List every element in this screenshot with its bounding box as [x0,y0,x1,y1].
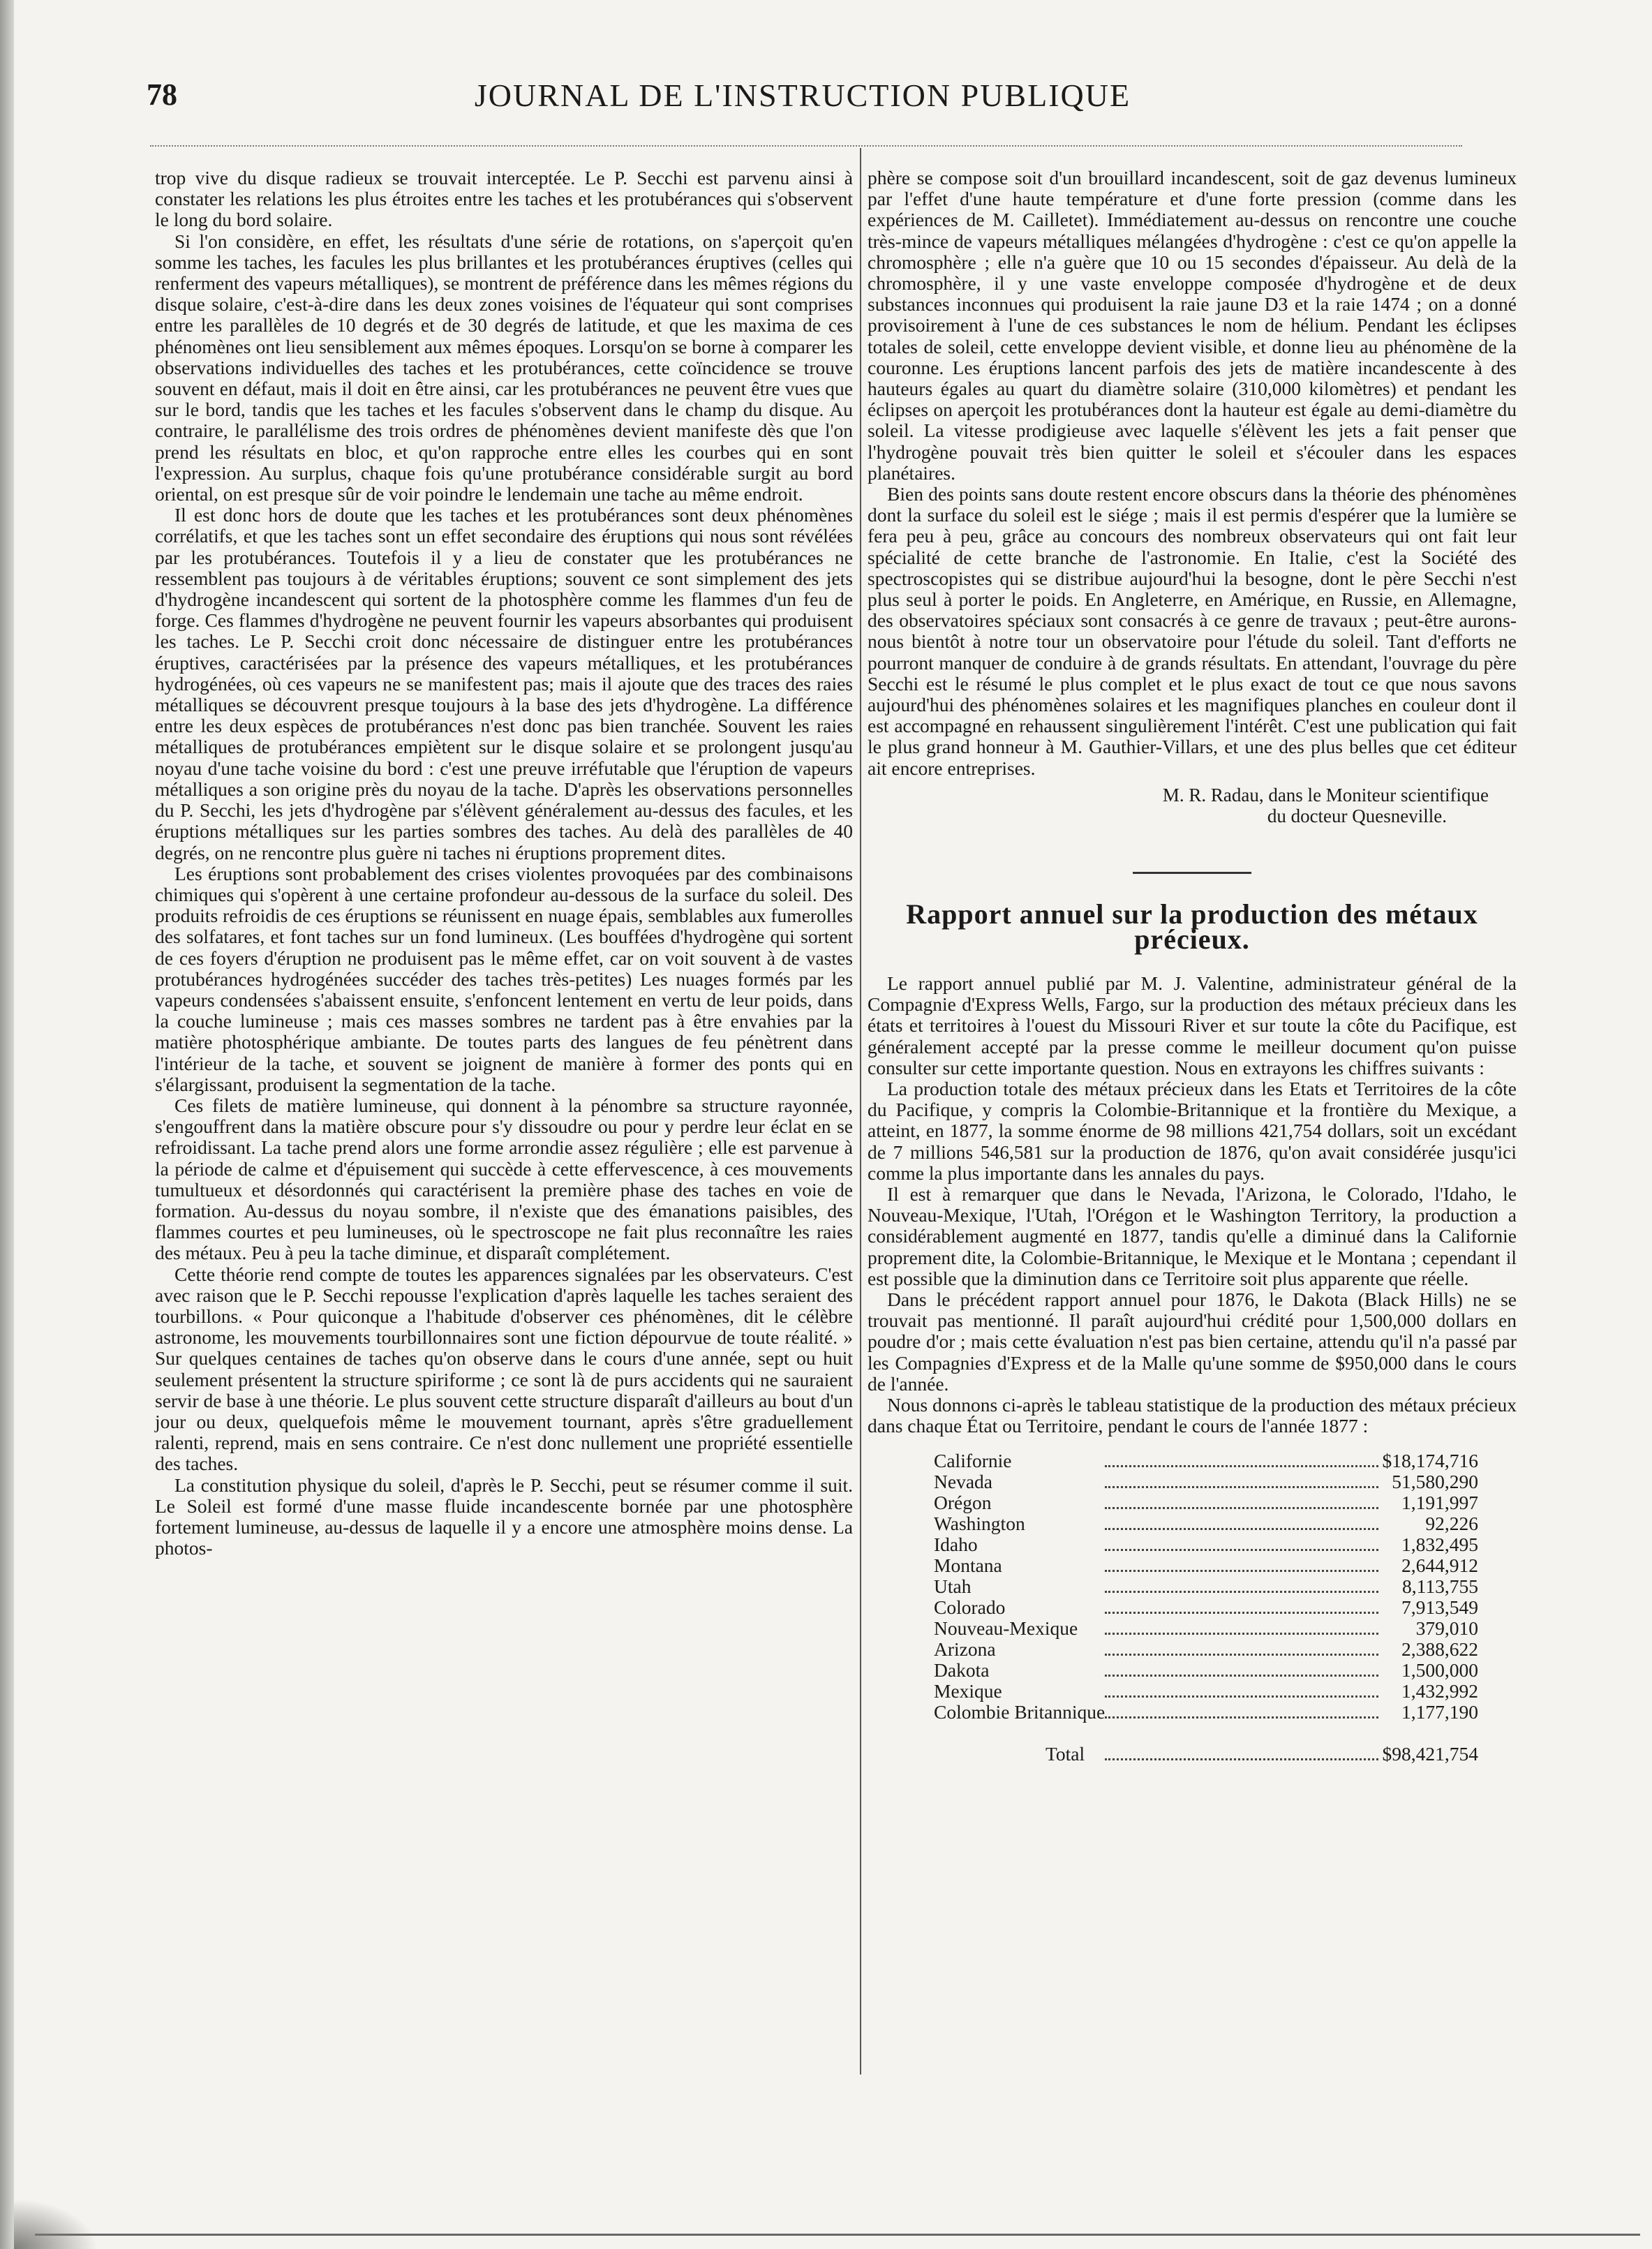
table-row [934,1597,1478,1618]
table-leader-dots [1105,1723,1378,1765]
left-paragraph: La constitution physique du soleil, d'après le P. Secchi, peut se résumer comme il suit. Le Soleil est formé d'une masse fluide incandescente bornée par une photosphère fortement lumineuse, au-dessus de laquelle il y a encore une atmosphère moins dense. La photos- [155,1474,853,1559]
header-rule [150,145,1462,147]
table-leader-dots [1105,1555,1378,1576]
table-cell-amount: $18,174,716 [1382,1450,1478,1472]
table-cell-region: Colorado [934,1596,1006,1619]
table-row [934,1576,1478,1597]
table-row [934,1702,1478,1723]
table-row [934,1471,1478,1492]
table-cell-region: Utah [934,1575,972,1598]
left-paragraph: Les éruptions sont probablement des crises violentes provoquées par des combinaisons chimiques qui s'opèrent à une certaine profondeur au-dessous de la surface du soleil. Des produits refroidis de ces éruptions se réunissent en nuage épais, semblables aux fumerolles des solfatares, et font taches sur un fond lumineux. (Les bouffées d'hydrogène qui sortent de ces foyers d'éruption ne produisent pas le même effet, car on voit souvent à de vastes protubérances hydrogénées succéder des taches très-petites) Les nuages formés par les vapeurs condensées s'abaissent ensuite, s'enfoncent lentement en vertu de leur poids, dans la couche lumineuse ; mais ces masses sombres ne tardent pas à être envahies par la matière photosphérique ambiante. De toutes parts des langues de feu pénètrent dans l'intérieur de la tache, et souvent se joignent de manière à former des ponts qui en s'élargissant, produisent la segmentation de la tache. [155,862,853,1095]
table-cell-amount: 1,432,992 [1401,1680,1478,1702]
table-cell-region: Colombie Britannique [934,1701,1106,1723]
table-leader-dots [1105,1513,1378,1534]
right-paragraph: Bien des points sans doute restent encore obscurs dans la théorie des phénomènes dont la surface du soleil est le siége ; mais il est permis d'espérer que la lumière se fera peu à peu, grâce au concours des nombreux observateurs qui ont fait leur spécialité de cette branche de l'astronomie. En Italie, c'est la Société des spectroscopistes qui se distribue aujourd'hui la besogne, dont le père Secchi n'est plus seul à porter le poids. En Angleterre, en Amérique, en Russie, en Allemagne, des observatoires spéciaux sont consacrés à ce genre de travaux ; peut-être aurons-nous bientôt à notre tour un observatoire pour l'étude du soleil. Tant d'efforts ne pourront manquer de conduire à de grands résultats. En attendant, l'ouvrage du père Secchi est le résumé le plus complet et le plus exact de tout ce que nous savons aujourd'hui des phénomènes solaires et les magnifiques planches en couleur dont il est accompagné en rehaussent singulièrement l'intérêt. C'est une publication qui fait le plus grand honneur à M. Gauthier-Villars, et une des plus belles que cet éditeur ait encore entreprises. [868,483,1517,779]
table-leader-dots [1105,1618,1378,1639]
signature-author: M. R. Radau, dans le Moniteur scientifique [1162,784,1489,806]
table-cell-region: Nouveau-Mexique [934,1617,1078,1640]
table-row [934,1534,1478,1555]
table-total-label: Total [1045,1743,1085,1765]
table-row [934,1492,1478,1513]
section-separator [1133,872,1251,874]
left-column [155,168,853,1559]
table-row [934,1513,1478,1534]
table-cell-amount: 1,832,495 [1401,1534,1478,1556]
table-cell-region: Mexique [934,1680,1002,1702]
table-row [934,1660,1478,1681]
table-cell-amount: 92,226 [1425,1513,1478,1535]
table-leader-dots [1105,1450,1378,1471]
table-cell-region: Arizona [934,1638,996,1661]
corner-smudge [14,2199,98,2249]
table-cell-region: Californie [934,1450,1012,1472]
table-cell-amount: 1,177,190 [1401,1701,1478,1723]
table-cell-amount: 51,580,290 [1392,1471,1478,1493]
table-cell-amount: 8,113,755 [1402,1575,1478,1598]
left-paragraph: Ces filets de matière lumineuse, qui donnent à la pénombre sa structure rayonnée, s'engouffrent dans la matière obscure pour s'y dissoudre ou pour y perdre leur éclat en se refroidissant. La tache prend alors une forme arrondie assez régulière ; elle est parvenue à la période de calme et d'épuisement qui succède à cette effervescence, à ces mouvements tumultueux et désordonnés qui caractérisent la première phase des taches en voie de formation. Au-dessus du noyau sombre, il n'existe que des émanations paisibles, des flammes courtes et peu lumineuses, où le spectroscope ne fait plus reconnaître les raies des métaux. Peu à peu la tache diminue, et disparaît complétement. [155,1094,853,1264]
journal-title: JOURNAL DE L'INSTRUCTION PUBLIQUE [474,77,1131,113]
table-leader-dots [1105,1681,1378,1702]
table-cell-amount: 1,191,997 [1401,1492,1478,1514]
table-cell-amount: 7,913,549 [1401,1596,1478,1619]
table-cell-amount: 2,644,912 [1401,1554,1478,1577]
left-paragraph: trop vive du disque radieux se trouvait interceptée. Le P. Secchi est parvenu ainsi à constater les relations les plus étroites entre les taches et les protubérances qui s'observent le long du bord solaire. [155,167,853,231]
page-number: 78 [147,77,177,112]
article-paragraph: Le rapport annuel publié par M. J. Valentine, administrateur général de la Compagnie d'Express Wells, Fargo, sur la production des métaux précieux dans les états et territoires à l'ouest du Missouri River et sur toute la côte du Pacifique, est généralement accepté par la presse comme le meilleur document qu'on puisse consulter sur cette importante question. Nous en extrayons les chiffres suivants : [868,972,1517,1078]
table-leader-dots [1105,1660,1378,1681]
article-paragraph: La production totale des métaux précieux dans les Etats et Territoires de la côte du Pacifique, y compris la Colombie-Britannique et la frontière du Mexique, a atteint, en 1877, la somme énorme de 98 millions 421,754 dollars, soit un excédant de 7 millions 546,581 sur la production de 1876, qu'on avait considérée jusqu'ici comme la plus importante dans les annales du pays. [868,1077,1517,1184]
right-paragraph: phère se compose soit d'un brouillard incandescent, soit de gaz devenus lumineux par l'effet d'une haute température et d'une forte pression (comme dans les expériences de M. Cailletet). Immédiatement au-dessus on rencontre une couche très-mince de vapeurs métalliques mélangées d'hydrogène : c'est ce qu'on appelle la chromosphère ; elle n'a guère que 10 ou 15 secondes d'épaisseur. Au delà de la chromosphère, il y une vaste enveloppe composée d'hydrogène et de deux substances inconnues qui produisent la raie jaune D3 et la raie 1474 ; on a donné provisoirement à l'une de ces substances le nom de hélium. Pendant les éclipses totales de soleil, cette enveloppe devient visible, et donne lieu au phénomène de la couronne. Les éruptions lancent parfois des jets de matière incandescente à des hauteurs égales au quart du diamètre solaire (310,000 kilomètres) et pendant les éclipses on aperçoit les protubérances dont la hauteur est égale au demi-diamètre du soleil. La vitesse prodigieuse avec laquelle s'élèvent les jets a fait penser que l'hydrogène pouvait très bien quitter le soleil et s'écouler dans les espaces planétaires. [868,167,1517,484]
table-cell-amount: 379,010 [1415,1617,1478,1640]
bottom-rule [35,2234,1640,2236]
table-leader-dots [1105,1471,1378,1492]
table-cell-region: Washington [934,1513,1025,1535]
table-leader-dots [1105,1639,1378,1660]
article-title: Rapport annuel sur la production des métaux précieux. [906,898,1478,955]
table-total-row [934,1723,1478,1765]
table-total-value: $98,421,754 [1382,1743,1478,1765]
table-cell-region: Nevada [934,1471,992,1493]
table-row [934,1618,1478,1639]
column-divider [860,148,861,2074]
article-paragraph: Nous donnons ci-après le tableau statistique de la production des métaux précieux dans chaque État ou Territoire, pendant le cours de l'année 1877 : [868,1393,1517,1437]
article-paragraph: Il est à remarquer que dans le Nevada, l'Arizona, le Colorado, l'Idaho, le Nouveau-Mexique, l'Utah, l'Orégon et le Washington Territory, la production a considérablement augmenté en 1877, tandis qu'elle a diminué dans la Californie proprement dite, la Colombie-Britannique, le Mexique et le Montana ; cependant il est possible que la diminution dans ce Territoire soit plus apparente que réelle. [868,1182,1517,1289]
table-row [934,1639,1478,1660]
table-cell-amount: 1,500,000 [1401,1659,1478,1682]
table-leader-dots [1105,1492,1378,1513]
table-cell-region: Idaho [934,1534,978,1556]
table-cell-amount: 2,388,622 [1401,1638,1478,1661]
article-paragraph: Dans le précédent rapport annuel pour 1876, le Dakota (Black Hills) ne se trouvait pas mentionné. Il paraît aujourd'hui crédité pour 1,500,000 dollars en poudre d'or ; mais cette évaluation n'est pas bien certaine, attendu qu'il n'a passé par les Compagnies d'Express et de la Malle qu'une somme de $950,000 dans le cours de l'année. [868,1288,1517,1395]
table-cell-region: Montana [934,1554,1002,1577]
page-header [147,77,1459,119]
table-cell-region: Dakota [934,1659,990,1682]
table-row [934,1681,1478,1702]
left-paragraph: Si l'on considère, en effet, les résultats d'une série de rotations, on s'aperçoit qu'en somme les taches, les facules les plus brillantes et les protubérances éruptives (celles qui renferment des vapeurs métalliques), se montrent de préférence dans les mêmes régions du disque solaire, c'est-à-dire dans les deux zones voisines de l'équateur qui sont comprises entre les parallèles de 10 degrés et de 30 degrés de latitude, et que les maxima de ces phénomènes ont lieu sensiblement aux mêmes époques. Lorsqu'on se borne à comparer les observations individuelles des taches et les protubérances, cette coïncidence se trouve souvent en défaut, mais il doit en être ainsi, car les protubérances ne peuvent être vues que sur le bord, tandis que les taches et les facules s'observent dans le champ du disque. Au contraire, le parallélisme des trois ordres de phénomènes devient manifeste dès que l'on prend les résultats en bloc, et qu'on rapproche entre elles les courbes qui en sont l'expression. Au surplus, chaque fois qu'une protubérance considérable surgit au bord oriental, on est presque sûr de voir poindre le lendemain une tache au même endroit. [155,230,853,505]
right-column [868,168,1517,1765]
production-table [934,1450,1478,1765]
table-leader-dots [1105,1597,1378,1618]
signature-source: du docteur Quesneville. [1267,805,1447,826]
binding-edge [0,0,14,2249]
table-row [934,1555,1478,1576]
left-paragraph: Cette théorie rend compte de toutes les apparences signalées par les observateurs. C'est avec raison que le P. Secchi repousse l'explication d'après laquelle les taches seraient des tourbillons. « Pour quiconque a l'habitude d'observer ces phénomènes, dit le célèbre astronome, les mouvements tourbillonnaires sont une fiction dépourvue de toute réalité. » Sur quelques centaines de taches qu'on observe dans le cours d'une année, sept ou huit seulement présentent la structure spiriforme ; ce sont là de purs accidents qui ne sauraient servir de base à une théorie. Le plus souvent cette structure disparaît d'ailleurs au bout d'un jour ou deux, quelquefois même le mouvement tournant, après s'être graduellement ralenti, reprend, mais en sens contraire. Ce n'est donc nullement une propriété essentielle des taches. [155,1263,853,1475]
table-leader-dots [1105,1576,1378,1597]
article-signature [868,785,1517,826]
table-row [934,1450,1478,1471]
left-paragraph: Il est donc hors de doute que les taches et les protubérances sont deux phénomènes corrélatifs, et que les taches sont un effet secondaire des éruptions qui nous sont révélées par les protubérances. Toutefois il y a lieu de constater que les protubérances ne ressemblent pas toujours à de véritables éruptions; souvent ce sont simplement des jets d'hydrogène incandescent qui sortent de la photosphère comme les flammes d'un feu de forge. Ces flammes d'hydrogène ne peuvent fournir les vapeurs absorbantes qui produisent les taches. Le P. Secchi croit donc nécessaire de distinguer entre les protubérances éruptives, caractérisées par la présence des vapeurs métalliques, et les protubérances hydrogénées, où ces vapeurs ne se manifestent pas; mais il ajoute que des traces des raies métalliques se découvrent presque toujours à la base des jets d'hydrogène. La différence entre les deux espèces de protubérances n'est donc pas bien tranchée. Souvent les raies métalliques de protubérances empiètent sur le disque solaire et se prolongent jusqu'au noyau d'une tache voisine du bord : c'est une preuve irréfutable que l'éruption de vapeurs métalliques a son origine près du noyau de la tache. D'après les observations personnelles du P. Secchi, les jets d'hydrogène par s'élèvent généralement au-dessus des facules, et les éruptions métalliques sur les parties sombres des taches. Au delà des parallèles de 40 degrés, on ne rencontre plus guère ni taches ni éruptions proprement dites. [155,504,853,863]
table-leader-dots [1105,1534,1378,1555]
table-cell-region: Orégon [934,1492,992,1514]
table-leader-dots [1105,1702,1378,1723]
